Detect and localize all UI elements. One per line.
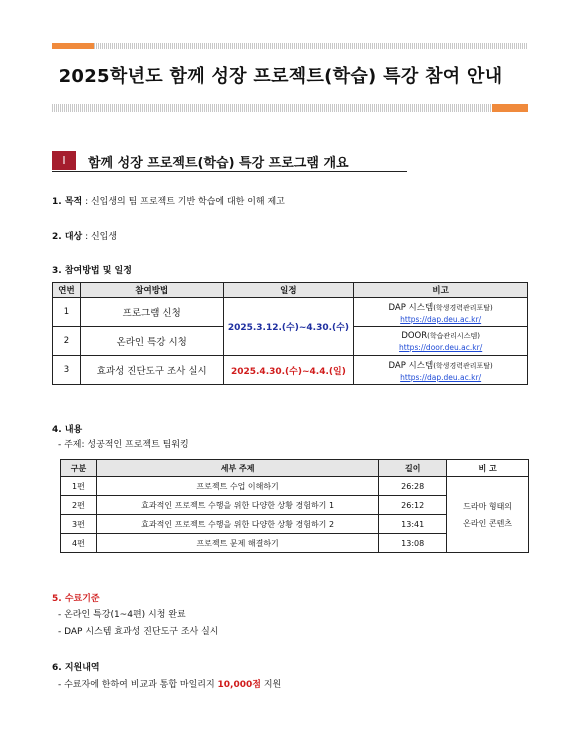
section-number-badge: Ⅰ bbox=[52, 151, 76, 170]
content-theme: - 주제: 성공적인 프로젝트 팀워킹 bbox=[58, 440, 189, 450]
support-pre: - 수료자에 한하여 비교과 통합 마일리지 bbox=[58, 680, 218, 690]
table-row bbox=[53, 356, 528, 385]
criteria-line-1: - 온라인 특강(1~4편) 시청 완료 bbox=[58, 610, 186, 620]
row-part: 4편 bbox=[61, 534, 97, 553]
row-topic: 효과적인 프로젝트 수행을 위한 다양한 상황 경험하기 1 bbox=[96, 496, 378, 515]
row-note bbox=[354, 327, 528, 356]
method-label: 3. 참여방법 및 일정 bbox=[52, 266, 132, 276]
row-length: 13:41 bbox=[379, 515, 447, 534]
row-note bbox=[354, 298, 528, 327]
header-date: 일정 bbox=[223, 283, 354, 298]
row-date bbox=[223, 356, 354, 385]
target-text: : 신입생 bbox=[82, 232, 118, 242]
dap-link[interactable]: https://dap.deu.ac.kr/ bbox=[400, 314, 482, 324]
row-no: 1 bbox=[53, 298, 81, 327]
header-note: 비고 bbox=[354, 283, 528, 298]
header-method: 참여방법 bbox=[80, 283, 223, 298]
criteria-label: 5. 수료기준 bbox=[52, 594, 100, 604]
target-line bbox=[52, 229, 117, 242]
date-range-red: 2025.4.30.(수)~4.4.(일) bbox=[230, 366, 346, 377]
target-label: 2. 대상 bbox=[52, 232, 83, 242]
page-title: 2025학년도 함께 성장 프로젝트(학습) 특강 참여 안내 bbox=[58, 66, 503, 87]
criteria-line-2: - DAP 시스템 효과성 진단도구 조사 실시 bbox=[58, 627, 219, 637]
remark-line-2: 온라인 콘텐츠 bbox=[463, 518, 513, 528]
row-remark bbox=[447, 477, 529, 553]
content-header-row bbox=[61, 460, 529, 477]
header-part: 구분 bbox=[61, 460, 97, 477]
system-note: (학생경력관리포탈) bbox=[433, 361, 493, 370]
system-note: (학습관리시스템) bbox=[427, 331, 480, 340]
header-no: 연번 bbox=[53, 283, 81, 298]
section-heading bbox=[52, 151, 407, 172]
row-method: 프로그램 신청 bbox=[80, 298, 223, 327]
content-table bbox=[60, 459, 529, 553]
system-name: DOOR bbox=[401, 330, 428, 341]
header-remark: 비 고 bbox=[447, 460, 529, 477]
row-note bbox=[354, 356, 528, 385]
bottom-decoration-bar bbox=[52, 104, 528, 112]
purpose-text: : 신입생의 팀 프로젝트 기반 학습에 대한 이해 제고 bbox=[82, 197, 285, 207]
header-length: 길이 bbox=[379, 460, 447, 477]
table-row bbox=[53, 298, 528, 327]
row-length: 26:12 bbox=[379, 496, 447, 515]
section-title: 함께 성장 프로젝트(학습) 특강 프로그램 개요 bbox=[88, 156, 349, 171]
row-part: 1편 bbox=[61, 477, 97, 496]
date-range-blue: 2025.3.12.(수)~4.30.(수) bbox=[227, 323, 349, 333]
system-name: DAP 시스템 bbox=[388, 302, 434, 313]
purpose-label: 1. 목적 bbox=[52, 197, 83, 207]
row-method: 효과성 진단도구 조사 실시 bbox=[80, 356, 223, 385]
schedule-header-row bbox=[53, 283, 528, 298]
row-part: 3편 bbox=[61, 515, 97, 534]
content-label: 4. 내용 bbox=[52, 425, 83, 435]
table-row bbox=[61, 477, 529, 496]
remark-line-1: 드라마 형태의 bbox=[463, 501, 513, 511]
header-topic: 세부 주제 bbox=[96, 460, 378, 477]
row-length: 26:28 bbox=[379, 477, 447, 496]
system-name: DAP 시스템 bbox=[388, 360, 434, 371]
purpose-line bbox=[52, 194, 285, 207]
row-no: 2 bbox=[53, 327, 81, 356]
schedule-table bbox=[52, 282, 528, 385]
row-method: 온라인 특강 시청 bbox=[80, 327, 223, 356]
row-topic: 프로젝트 문제 해결하기 bbox=[96, 534, 378, 553]
dap-link[interactable]: https://dap.deu.ac.kr/ bbox=[400, 372, 482, 382]
row-topic: 효과적인 프로젝트 수행을 위한 다양한 상황 경험하기 2 bbox=[96, 515, 378, 534]
row-date bbox=[223, 298, 354, 356]
support-label: 6. 지원내역 bbox=[52, 663, 100, 673]
door-link[interactable]: https://door.deu.ac.kr/ bbox=[399, 342, 483, 352]
row-topic: 프로젝트 수업 이해하기 bbox=[96, 477, 378, 496]
support-amount: 10,000점 bbox=[217, 680, 261, 690]
support-line bbox=[58, 677, 281, 690]
row-part: 2편 bbox=[61, 496, 97, 515]
support-post: 지원 bbox=[260, 680, 282, 690]
system-note: (학생경력관리포탈) bbox=[433, 303, 493, 312]
top-accent-stripe bbox=[52, 43, 94, 49]
top-decoration-bar bbox=[52, 43, 528, 49]
bottom-accent-stripe bbox=[492, 104, 528, 112]
row-length: 13:08 bbox=[379, 534, 447, 553]
row-no: 3 bbox=[53, 356, 81, 385]
